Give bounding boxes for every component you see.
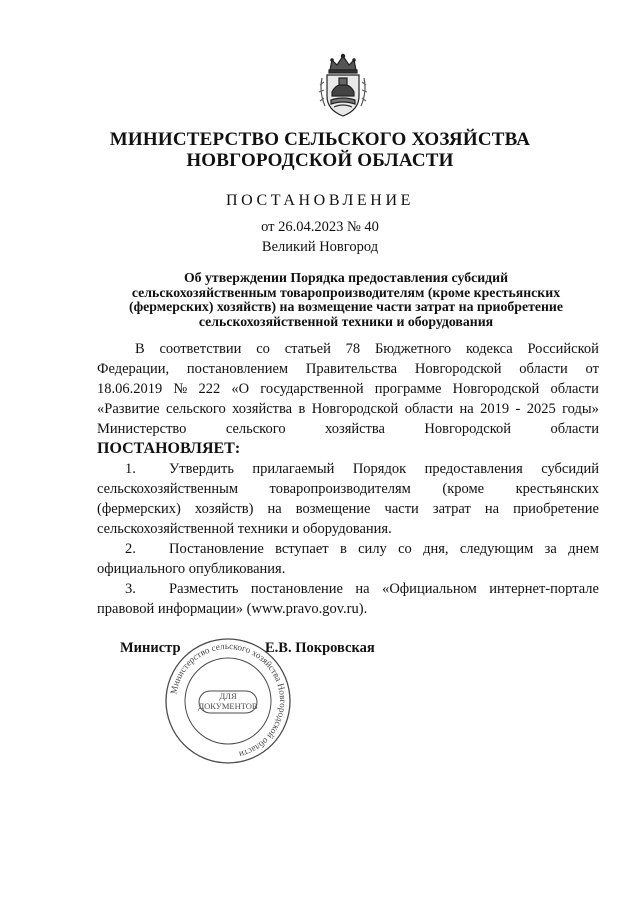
- item-first-line: [97, 459, 599, 479]
- document-city: Великий Новгород: [261, 239, 379, 255]
- title-line: сельскохозяйственной техники и оборудования: [198, 313, 494, 329]
- word: В: [135, 341, 145, 357]
- word: Новгородской: [311, 401, 399, 417]
- item-words: [169, 539, 599, 559]
- word: на: [484, 501, 500, 517]
- word: Разместить: [169, 581, 239, 597]
- word: следующим: [459, 541, 534, 557]
- document-body: [97, 339, 599, 619]
- word: 222: [198, 381, 221, 397]
- signature-name: Е.В. Покровская: [265, 640, 375, 656]
- resolve-word: ПОСТАНОВЛЯЕТ:: [97, 440, 241, 457]
- item-words: [169, 579, 599, 599]
- word: силу: [358, 541, 387, 557]
- word: со: [398, 541, 412, 557]
- word: области: [550, 381, 599, 397]
- item-number: 3.: [125, 581, 136, 597]
- word: 78: [345, 341, 361, 357]
- word: Постановление: [169, 541, 264, 557]
- ministry-name-line1: МИНИСТЕРСТВО СЕЛЬСКОГО ХОЗЯЙСТВА: [109, 129, 531, 150]
- word: Министерство: [97, 421, 187, 437]
- document-date-number: от 26.04.2023 № 40: [261, 219, 379, 235]
- word: 2025: [526, 401, 556, 417]
- word: -: [515, 401, 521, 417]
- word: на: [459, 401, 474, 417]
- word: сельскохозяйственным: [97, 481, 239, 497]
- item-last-line: сельскохозяйственной техники и оборудования.: [97, 521, 392, 537]
- word: вступает: [275, 541, 329, 557]
- signature-role: Министр: [120, 640, 181, 656]
- title-line: Об утверждении Порядка предоставления субсидий: [183, 270, 509, 285]
- word: Порядок: [352, 461, 407, 477]
- preamble-line: [97, 379, 599, 399]
- title-line: сельскохозяйственным товаропроизводителям (кроме крестьянских: [131, 284, 561, 300]
- word: в: [298, 401, 306, 417]
- item-line: [97, 499, 599, 519]
- word: Российской: [527, 341, 599, 357]
- item-words: [169, 459, 599, 479]
- word: Утвердить: [169, 461, 234, 477]
- word: области: [519, 361, 568, 377]
- ministry-name-line2: НОВГОРОДСКОЙ ОБЛАСТИ: [186, 150, 454, 171]
- word: годы»: [562, 401, 599, 417]
- word: области: [404, 401, 454, 417]
- word: статьей: [284, 341, 331, 357]
- word: кодекса: [465, 341, 513, 357]
- word: (кроме: [442, 481, 485, 497]
- word: затрат: [432, 501, 471, 517]
- stamp-ring-text: Министерство сельского хозяйства Новгородской области: [168, 640, 289, 760]
- item-line: [97, 479, 599, 499]
- word: соответствии: [159, 341, 242, 357]
- word: «Официальном: [382, 581, 477, 597]
- word: хозяйства: [325, 421, 385, 437]
- word: на: [267, 501, 282, 517]
- word: (фермерских): [97, 501, 181, 517]
- word: сельского: [225, 421, 286, 437]
- word: сельского: [166, 401, 226, 417]
- word: крестьянских: [515, 481, 599, 497]
- word: части: [384, 501, 419, 517]
- word: в: [339, 541, 347, 557]
- word: от: [585, 361, 599, 377]
- document-type: ПОСТАНОВЛЕНИЕ: [226, 192, 414, 209]
- word: субсидий: [541, 461, 599, 477]
- word: интернет-портале: [489, 581, 599, 597]
- item-number: 2.: [125, 541, 136, 557]
- document-title: [100, 271, 592, 329]
- word: хозяйства: [232, 401, 293, 417]
- preamble-line: [97, 339, 599, 359]
- word: №: [173, 381, 188, 397]
- word: 18.06.2019: [97, 381, 163, 397]
- word: товаропроизводителям: [269, 481, 411, 497]
- word: за: [544, 541, 557, 557]
- word: постановление: [250, 581, 343, 597]
- word: хозяйств): [194, 501, 254, 517]
- word: предоставления: [424, 461, 523, 477]
- word: днем: [568, 541, 599, 557]
- word: Новгородской: [414, 361, 502, 377]
- word: Федерации,: [97, 361, 170, 377]
- stamp-center-line1: ДЛЯ: [219, 691, 237, 701]
- word: 2019: [480, 401, 510, 417]
- item-first-line: [97, 539, 599, 559]
- word: Новгородской: [452, 381, 540, 397]
- word: «Развитие: [97, 401, 160, 417]
- word: на: [355, 581, 370, 597]
- word: государственной: [260, 381, 364, 397]
- title-line: (фермерских) хозяйств) на возмещение части затрат на приобретение: [128, 299, 563, 314]
- stamp-center-line2: ДОКУМЕНТОВ: [198, 701, 258, 711]
- word: постановлением: [186, 361, 289, 377]
- word: Правительства: [305, 361, 398, 377]
- preamble-line: [97, 399, 599, 419]
- item-number: 1.: [125, 461, 136, 477]
- preamble-line: [97, 419, 599, 439]
- word: со: [256, 341, 270, 357]
- word: возмещение: [295, 501, 371, 517]
- item-first-line: [97, 579, 599, 599]
- item-last-line: официального опубликования.: [97, 561, 286, 577]
- word: Новгородской: [424, 421, 512, 437]
- word: программе: [374, 381, 442, 397]
- word: дня,: [423, 541, 449, 557]
- preamble-line: [97, 359, 599, 379]
- word: приобретение: [513, 501, 599, 517]
- coat-of-arms-icon: [318, 52, 368, 118]
- word: Бюджетного: [374, 341, 452, 357]
- item-last-line: правовой информации» (www.pravo.gov.ru).: [97, 601, 368, 617]
- word: «О: [231, 381, 250, 397]
- word: области: [550, 421, 599, 437]
- word: прилагаемый: [252, 461, 335, 477]
